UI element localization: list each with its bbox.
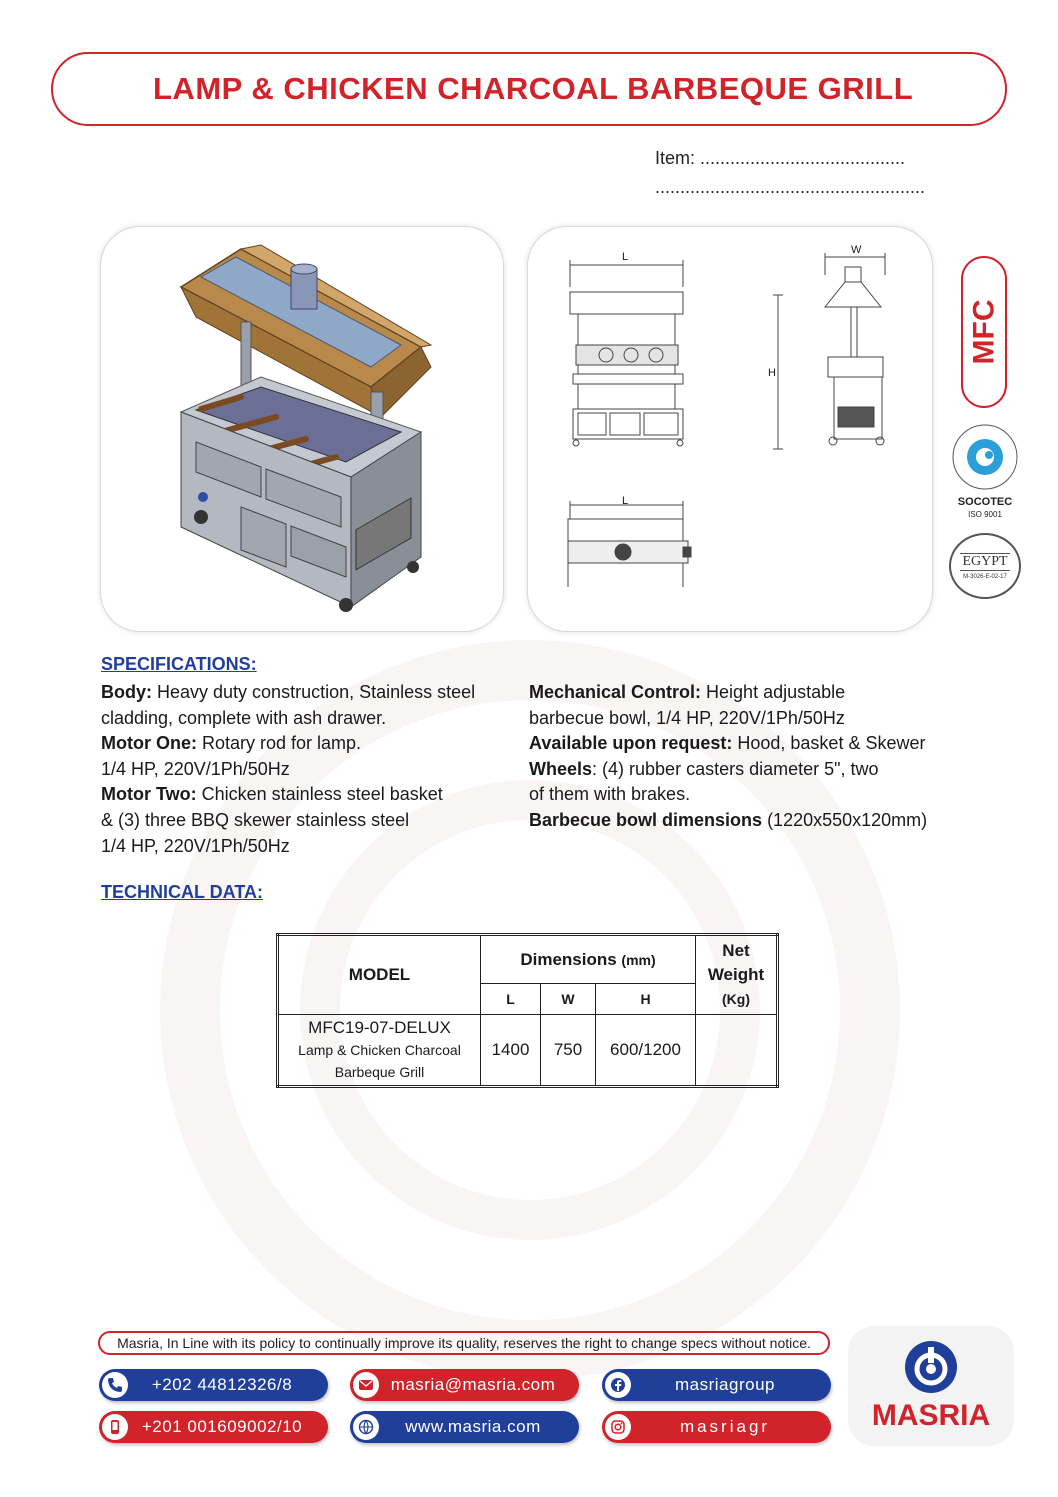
instagram-icon [605, 1414, 631, 1440]
spec-line: Body: Heavy duty construction, Stainless steel [101, 682, 476, 702]
col-model: MODEL [278, 935, 481, 1015]
socotec-badge [947, 423, 1023, 519]
spec-line: Mechanical Control: Height adjustable [529, 682, 846, 702]
dim-label-l-top: L [622, 495, 629, 507]
item-field-continued: ...................................................... [655, 177, 926, 197]
mfc-badge: MFC [961, 256, 1007, 408]
spec-line: Motor Two: Chicken stainless steel basket [101, 784, 443, 805]
technical-data-table [276, 933, 779, 1088]
masria-logo-icon [903, 1339, 959, 1395]
item-field: Item: ......................................... [655, 148, 906, 168]
col-w: W [541, 984, 596, 1015]
spec-line: Motor One: Rotary rod for lamp. [101, 733, 362, 754]
brand-name: MASRIA [871, 1399, 991, 1432]
technical-drawing-card [527, 226, 933, 632]
dim-label-h: H [768, 367, 776, 379]
dim-label-w: W [851, 244, 862, 256]
spec-line: & (3) three BBQ skewer stainless steel [101, 809, 410, 830]
mobile-icon [102, 1414, 128, 1440]
spec-line: barbecue bowl, 1/4 HP, 220V/1Ph/50Hz [529, 707, 845, 728]
iso-label: ISO 9001 [968, 510, 1002, 519]
disclaimer: Masria, In Line with its policy to continually improve its quality, reserves the right to change specs without notice. [98, 1331, 830, 1355]
col-dimensions: Dimensions (mm) [481, 935, 696, 984]
phone-pill-2[interactable]: +201 001609002/10 [99, 1411, 328, 1443]
spec-line: 1/4 HP, 220V/1Ph/50Hz [101, 758, 290, 779]
spec-line: Barbecue bowl dimensions (1220x550x120mm) [529, 809, 928, 830]
specifications-heading: SPECIFICATIONS: [101, 654, 257, 674]
facebook-icon [605, 1372, 631, 1398]
spec-line: cladding, complete with ash drawer. [101, 707, 387, 728]
cell-model: MFC19-07-DELUX Lamp & Chicken Charcoal Barbeque Grill [278, 1015, 481, 1087]
specifications-left [101, 680, 475, 859]
phone-icon [102, 1372, 128, 1398]
spec-line: Wheels: (4) rubber casters diameter 5", two [529, 758, 879, 779]
phone-pill-1[interactable]: +202 44812326/8 [99, 1369, 328, 1401]
website-pill[interactable]: www.masria.com [350, 1411, 579, 1443]
table-row [278, 1015, 778, 1087]
col-h: H [596, 984, 696, 1015]
egypt-badge [949, 533, 1021, 599]
col-l: L [481, 984, 541, 1015]
email-icon [353, 1372, 379, 1398]
facebook-pill[interactable]: masriagroup [602, 1369, 831, 1401]
dim-label-l: L [622, 251, 629, 263]
title-banner [51, 52, 1007, 126]
technical-drawings [528, 227, 933, 632]
technical-data-heading: TECHNICAL DATA: [101, 882, 263, 902]
masria-logo [848, 1326, 1014, 1446]
egypt-code: M-3026-E-02-17 [963, 573, 1007, 580]
spec-line: 1/4 HP, 220V/1Ph/50Hz [101, 835, 290, 856]
page-title: LAMP & CHICKEN CHARCOAL BARBEQUE GRILL [153, 71, 914, 106]
email-pill[interactable]: masria@masria.com [350, 1369, 579, 1401]
cell-weight [696, 1015, 778, 1087]
cell-l: 1400 [481, 1015, 541, 1087]
instagram-pill[interactable]: masriagr [602, 1411, 831, 1443]
product-illustration [101, 227, 504, 632]
egypt-label: EGYPT [962, 553, 1008, 569]
product-image-card [100, 226, 504, 632]
cell-w: 750 [541, 1015, 596, 1087]
socotec-logo-icon [947, 423, 1023, 491]
col-weight: Net Weight (Kg) [696, 935, 778, 1015]
specifications-right [529, 680, 927, 834]
cell-h: 600/1200 [596, 1015, 696, 1087]
socotec-label: SOCOTEC [957, 496, 1013, 508]
spec-line: of them with brakes. [529, 784, 691, 805]
globe-icon [353, 1414, 379, 1440]
spec-line: Available upon request: Hood, basket & Skewer [529, 733, 926, 754]
